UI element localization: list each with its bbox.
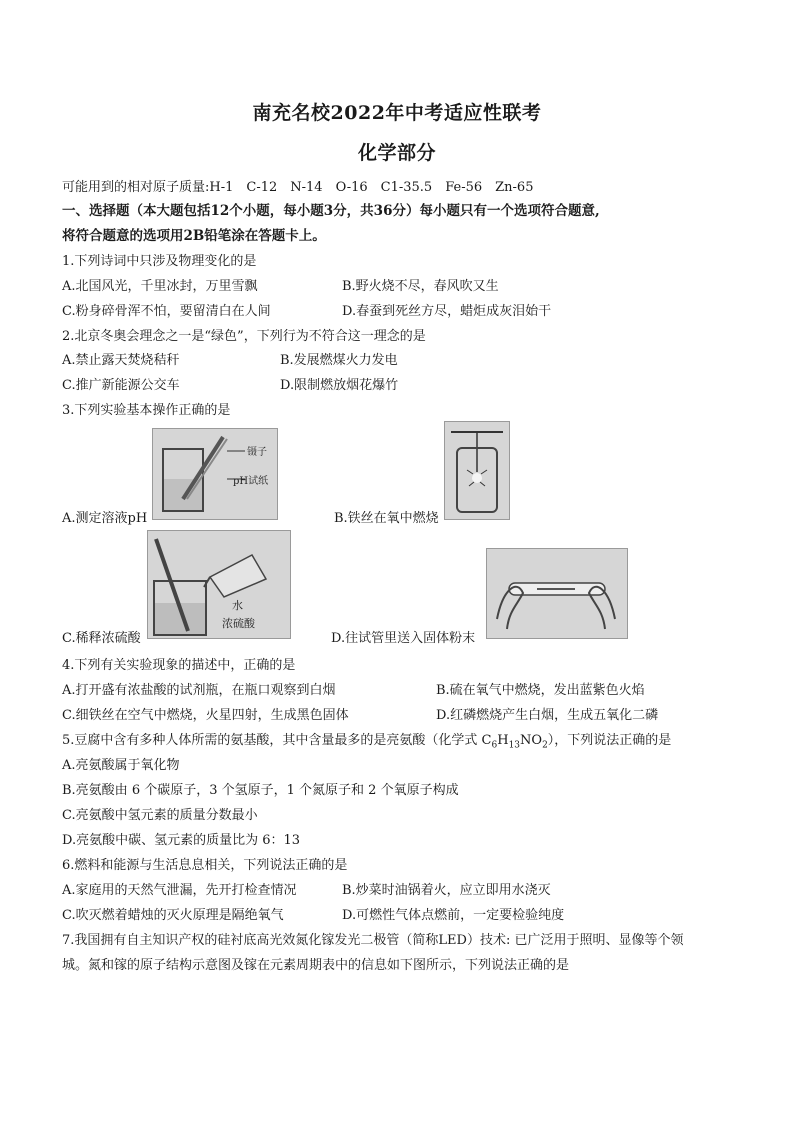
- q5-option-d: D.亮氨酸中碳、氢元素的质量比为 6：13: [62, 833, 301, 848]
- section1-line1: 一、选择题（本大题包括12个小题，每小题3分，共36分）每小题只有一个选项符合题意,: [62, 203, 600, 219]
- exam-title: 南充名校2022年中考适应性联考: [252, 102, 542, 124]
- q3-option-a: A.测定溶液pH: [62, 511, 148, 526]
- q3-stem: 3.下列实验基本操作正确的是: [62, 403, 231, 418]
- q3-option-b: B.铁丝在氧中燃烧: [334, 511, 439, 526]
- q5-option-c: C.亮氨酸中氢元素的质量分数最小: [62, 808, 258, 823]
- fig-c-label-water: 水: [232, 599, 243, 612]
- q5-stem: [62, 729, 671, 751]
- q5-sub-o: 2: [542, 740, 548, 751]
- atomic-masses: 可能用到的相对原子质量:H-1 C-12 N-14 O-16 C1-35.5 Fe-56 Zn-65: [62, 180, 534, 195]
- q7-line2: 城。氮和镓的原子结构示意图及镓在元素周期表中的信息如下图所示，下列说法正确的是: [62, 958, 570, 973]
- q4-option-b: B.硫在氧气中燃烧，发出蓝紫色火焰: [436, 683, 645, 698]
- q1-stem: 1.下列诗词中只涉及物理变化的是: [62, 254, 257, 269]
- q5-option-b: B.亮氨酸由 6 个碳原子，3 个氢原子，1 个氮原子和 2 个氧原子构成: [62, 783, 459, 798]
- fig-a-label-ph-paper: pH试纸: [233, 476, 269, 487]
- q7-line1: 7.我国拥有自主知识产权的硅衬底高光效氮化镓发光二极管（简称LED）技术: 已广泛用于照明、显像等个领: [62, 933, 684, 948]
- q1-option-b: B.野火烧不尽，春风吹又生: [342, 279, 499, 294]
- q5-formula-h: H: [497, 733, 509, 748]
- q6-option-d: D.可燃性气体点燃前，一定要检验纯度: [342, 908, 565, 923]
- q5-formula-no: NO: [520, 733, 543, 748]
- q4-stem: 4.下列有关实验现象的描述中，正确的是: [62, 658, 296, 673]
- figure-iron-wire-burning: [444, 421, 510, 520]
- q6-option-b: B.炒菜时油锅着火，应立即用水浇灭: [342, 883, 551, 898]
- q5-sub-h: 13: [508, 740, 521, 751]
- q3-option-d: D.往试管里送入固体粉末: [331, 631, 476, 646]
- q6-option-c: C.吹灭燃着蜡烛的灭火原理是隔绝氧气: [62, 908, 284, 923]
- q4-option-d: D.红磷燃烧产生白烟，生成五氧化二磷: [436, 708, 659, 723]
- q4-option-c: C.细铁丝在空气中燃烧，火星四射，生成黑色固体: [62, 708, 349, 723]
- section1-line2: 将符合题意的选项用2B铅笔涂在答题卡上。: [62, 228, 326, 244]
- q2-option-c: C.推广新能源公交车: [62, 378, 180, 393]
- figure-ph-test: [152, 428, 278, 520]
- q2-option-d: D.限制燃放烟花爆竹: [280, 378, 399, 393]
- q2-stem: 2.北京冬奥会理念之一是“绿色”，下列行为不符合这一理念的是: [62, 329, 426, 344]
- q5-stem-post: ），下列说法正确的是: [547, 733, 672, 748]
- q5-option-a: A.亮氨酸属于氧化物: [62, 758, 180, 773]
- q6-option-a: A.家庭用的天然气泄漏，先开打检查情况: [62, 883, 297, 898]
- q2-option-a: A.禁止露天焚烧秸秆: [62, 353, 180, 368]
- fig-c-label-acid: 浓硫酸: [222, 617, 255, 630]
- q5-sub-c: 6: [491, 740, 498, 751]
- q1-option-c: C.粉身碎骨浑不怕，要留清白在人间: [62, 304, 271, 319]
- q1-option-a: A.北国风光，千里冰封，万里雪飘: [62, 279, 258, 294]
- q2-option-b: B.发展燃煤火力发电: [280, 353, 398, 368]
- fig-a-label-tweezers: 镊子: [247, 447, 267, 458]
- q4-option-a: A.打开盛有浓盐酸的试剂瓶，在瓶口观察到白烟: [62, 683, 336, 698]
- q6-stem: 6.燃料和能源与生活息息相关，下列说法正确的是: [62, 858, 348, 873]
- figure-powder-into-test-tube: [486, 548, 628, 639]
- q3-option-c: C.稀释浓硫酸: [62, 631, 141, 646]
- q1-option-d: D.春蚕到死丝方尽，蜡炬成灰泪始干: [342, 304, 552, 319]
- q5-stem-pre: 5.豆腐中含有多种人体所需的氨基酸，其中含量最多的是亮氨酸（化学式 C: [62, 733, 492, 748]
- figure-dilute-sulfuric-acid: [147, 530, 291, 639]
- exam-subtitle: 化学部分: [357, 142, 436, 164]
